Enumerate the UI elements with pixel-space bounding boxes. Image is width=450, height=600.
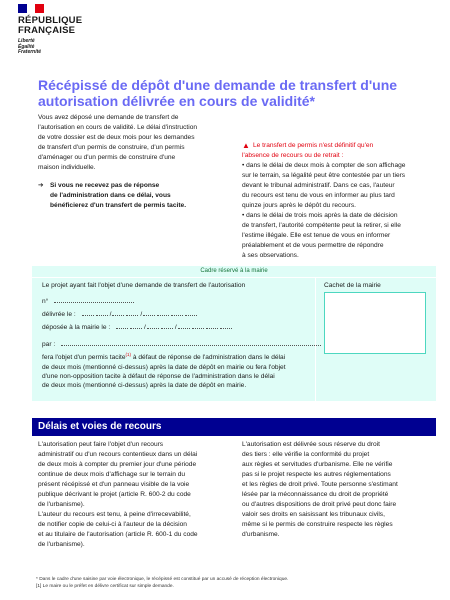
recours-line: publique décrivant le projet (article R. 600-2 du code [38, 491, 191, 498]
form-bottom-line: d'une non-opposition tacite à défaut de réponse de l'administration dans le délai [42, 373, 275, 380]
intro-line: maison individuelle. [38, 164, 96, 171]
cachet-label: Cachet de la mairie [324, 282, 381, 289]
recours-line: des tiers : elle vérifie la conformité du projet [242, 451, 370, 458]
intro-line: de transfert d'un permis de construire, d'un permis [38, 144, 185, 151]
footnote-certificate: [1] Le maire ou le préfet en délivre certificat sur simple demande. [36, 584, 174, 589]
note-line: de l'administration dans ce délai, vous [50, 192, 171, 199]
intro-line: l'autorisation en cours de validité. Le délai d'instruction [38, 124, 198, 131]
recours-line: pas si le projet respecte les autres réglementations [242, 471, 391, 478]
recours-line: ou d'autres dispositions de droit privé peut donc faire [242, 501, 397, 508]
permit-number-row [42, 295, 134, 305]
warning-section [242, 141, 432, 261]
arrow-right-icon: ➔ [38, 182, 44, 189]
flag-red-stripe [35, 4, 44, 13]
warning-line: • dans le délai de trois mois après la date de décision [242, 212, 398, 219]
motto [18, 39, 108, 56]
note-line: Si vous ne recevez pas de réponse [50, 182, 160, 189]
intro-line: d'aménager ou d'un permis de construire d'une [38, 154, 176, 161]
form-bottom-line: de deux mois (mentionné ci-dessus) après la date de dépôt en mairie ou fera l'objet [42, 363, 286, 371]
motto-fraternite: Fraternité [18, 49, 42, 56]
delivered-date-field[interactable]: / / [82, 311, 200, 318]
mairie-reserved-form [32, 266, 436, 401]
flag-blue-stripe [18, 4, 27, 13]
recours-line: et les règles de droit privé. Toute personne s'estimant [242, 481, 398, 488]
republic-line-1: RÉPUBLIQUE [18, 15, 83, 26]
recours-line: valoir ses droits en saisissant les tribunaux civils, [242, 511, 385, 518]
recours-heading: Délais et voies de recours [32, 418, 436, 436]
footnotes [36, 576, 436, 590]
warning-line: • dans le délai de deux mois à compter de son affichage [242, 162, 406, 169]
warning-red-line: Le transfert de permis n'est définitif qu'en [253, 142, 374, 149]
warning-line: quinze jours après le dépôt du recours. [242, 202, 356, 209]
warning-line: à ses observations. [242, 252, 299, 259]
warning-heading [242, 141, 432, 151]
footnote-electronic: * Dans le cadre d'une saisine par voie électronique, le récépissé est constitué par un accusé de réception électronique. [36, 577, 289, 582]
recours-line: de deux mois à compter du premier jour d'une période [38, 461, 197, 468]
deposited-date-field[interactable]: / / [116, 324, 234, 331]
document-title: Récépissé de dépôt d'une demande de transfert d'une autorisation délivrée en cours de validité* [38, 77, 398, 109]
by-row [42, 338, 321, 348]
recours-line: de l'urbanisme). [38, 501, 85, 508]
recours-left-column [38, 440, 230, 550]
form-intro: Le projet ayant fait l'objet d'une demande de transfert de l'autorisation [42, 282, 246, 289]
note-line: bénéficierez d'un transfert de permis tacite. [50, 202, 187, 209]
by-label: par : [42, 341, 56, 348]
intro-line: Vous avez déposé une demande de transfert de [38, 114, 179, 121]
number-label: n° [42, 298, 49, 305]
warning-line: l'estime illégale. Elle est tenue de vous en informer [242, 232, 391, 239]
motto-egalite: Égalité [18, 43, 35, 50]
recours-line: présent récépissé et d'un panneau visible de la voie [38, 481, 190, 488]
deposited-label: déposée à la mairie le : [42, 324, 111, 331]
recours-line: de l'urbanisme). [38, 541, 85, 548]
warning-icon: ▲ [242, 141, 250, 150]
recours-line: et au titulaire de l'autorisation (article R. 600-1 du code [38, 531, 198, 538]
republic-line-2: FRANÇAISE [18, 25, 76, 36]
form-bottom-line-1: fera l'objet d'un permis tacite$^{(1)}$ à défaut de réponse de l'administration dans le délai [42, 352, 286, 362]
recours-line: d'urbanisme. [242, 531, 280, 538]
warning-red-line: l'absence de recours ou de retrait : [242, 152, 344, 159]
footnote-mark: (1) [125, 352, 132, 357]
tacit-permit-note [38, 181, 233, 211]
form-bottom-line: de deux mois (mentionné ci-dessus) après la date de dépôt en mairie. [42, 382, 247, 390]
intro-line: de votre dossier est de deux mois pour les demandes [38, 134, 195, 141]
recours-line: continue de deux mois d'affichage sur le terrain du [38, 471, 186, 478]
delivered-label: délivrée le : [42, 311, 76, 318]
recours-line: de notifier copie de celui-ci à l'auteur de la décision [38, 521, 187, 528]
permit-number-field[interactable] [54, 295, 134, 303]
recours-line: administratif ou d'un recours contentieux dans un délai [38, 451, 198, 458]
warning-line: devant le tribunal administratif. Dans ce cas, l'auteur [242, 182, 395, 189]
flag-white-stripe [27, 4, 36, 13]
french-flag-icon [18, 4, 44, 13]
warning-line: du recours est tenu de vous en informer au plus tard [242, 192, 395, 199]
form-header: Cadre réservé à la mairie [32, 266, 436, 278]
recours-line: L'auteur du recours est tenu, à peine d'irrecevabilité, [38, 511, 191, 518]
by-field[interactable] [61, 338, 321, 346]
recours-line: L'autorisation est délivrée sous réserve du droit [242, 441, 380, 448]
recours-line: lésée par la méconnaissance du droit de propriété [242, 491, 389, 498]
motto-liberte: Liberté [18, 38, 35, 44]
warning-line: sur le terrain, sa légalité peut être contestée par un tiers [242, 172, 406, 179]
cachet-stamp-box [324, 292, 426, 354]
recours-line: même si le permis de construire respecte les règles [242, 521, 393, 528]
republique-francaise-logo [18, 4, 108, 56]
deposited-date-row [42, 321, 234, 331]
recours-line: L'autorisation peut faire l'objet d'un recours [38, 441, 164, 448]
recours-right-column [242, 440, 432, 540]
form-bottom-text [42, 350, 428, 391]
delivered-date-row [42, 308, 199, 318]
warning-line: préalablement et de vous permettre de répondre [242, 242, 384, 249]
intro-section [38, 113, 233, 211]
recours-line: aux règles et servitudes d'urbanisme. Elle ne vérifie [242, 461, 393, 468]
warning-line: de transfert, l'autorité compétente peut la retirer, si elle [242, 222, 401, 229]
